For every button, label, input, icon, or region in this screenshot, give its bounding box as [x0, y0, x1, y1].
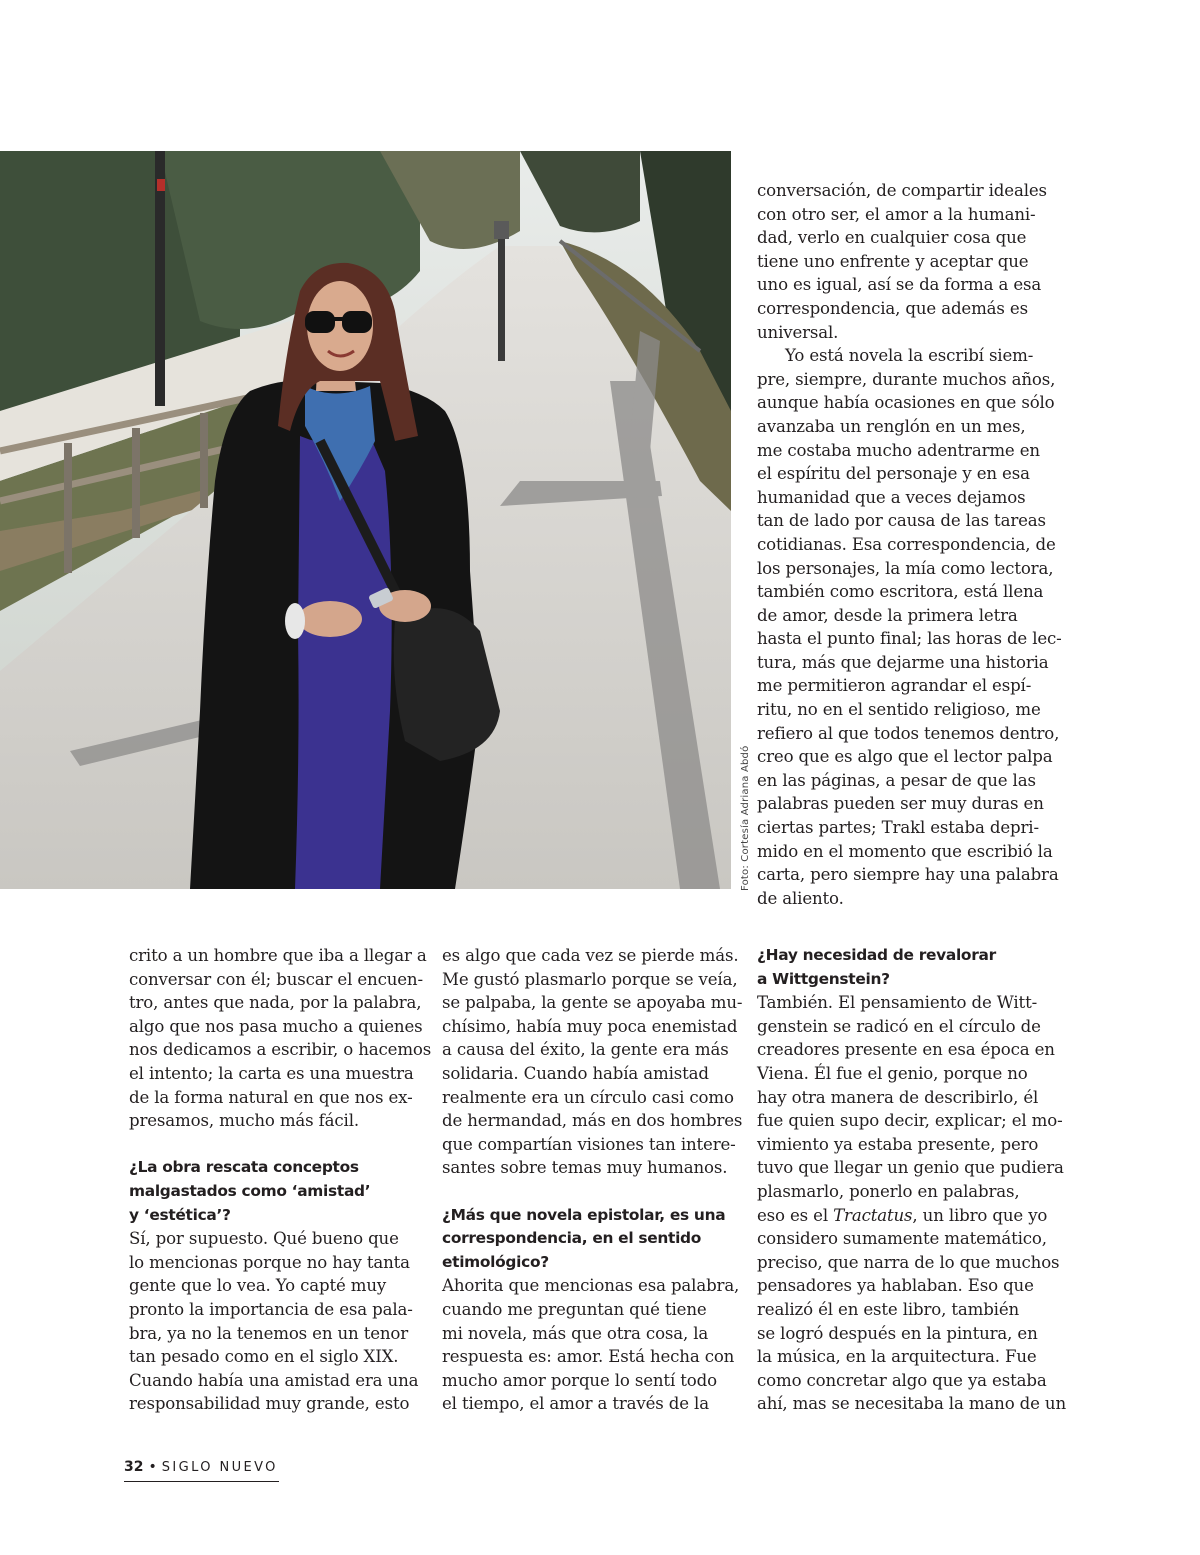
text-line: el intento; la carta es una muestra	[129, 1063, 414, 1083]
text-line	[757, 1204, 1057, 1228]
text-line: pronto la importancia de esa pala-	[129, 1299, 413, 1319]
text-line: con otro ser, el amor a la humani-	[757, 204, 1036, 224]
photo-credit: Foto: Cortesía Adriana Abdó	[740, 745, 751, 891]
text-line: pensadores ya hablaban. Eso que	[757, 1276, 1034, 1296]
text-line: ciertas partes; Trakl estaba depri-	[757, 818, 1039, 838]
text-line: pre, siempre, durante muchos años,	[757, 369, 1056, 389]
text-line: que compartían visiones tan intere-	[442, 1134, 736, 1154]
text-line: tura, más que dejarme una historia	[757, 652, 1049, 672]
question-line: ¿La obra rescata conceptos	[129, 1158, 359, 1177]
page-number: 32	[124, 1459, 144, 1475]
text-line: correspondencia, que además es	[757, 298, 1028, 318]
text-line: de aliento.	[757, 888, 844, 908]
paragraph-gap	[442, 1180, 732, 1204]
article-column-right-top	[757, 179, 1062, 910]
paragraph	[757, 179, 1057, 344]
text-line: se logró después en la pintura, en	[757, 1323, 1038, 1343]
text-line: ahí, mas se necesitaba la mano de un	[757, 1394, 1067, 1414]
text-line: Yo está novela la escribí siem-	[785, 346, 1034, 366]
paragraph	[129, 1227, 419, 1416]
text-line: realmente era un círculo casi como	[442, 1087, 734, 1107]
text-line: considero sumamente matemático,	[757, 1229, 1047, 1249]
text-line: de la forma natural en que nos ex-	[129, 1087, 413, 1107]
paragraph	[129, 944, 432, 1133]
page-footer	[124, 1459, 279, 1482]
text-line: santes sobre temas muy humanos.	[442, 1158, 728, 1178]
question-line: ¿Hay necesidad de revalorar	[757, 946, 996, 964]
text-line: hasta el punto final; las horas de lec-	[757, 629, 1062, 649]
text-line: es algo que cada vez se pierde más.	[442, 946, 739, 965]
text-line: tuvo que llegar un genio que pudiera	[757, 1158, 1064, 1178]
text-line: respuesta es: amor. Está hecha con	[442, 1347, 735, 1367]
text-line: universal.	[757, 322, 839, 342]
text-line: crito a un hombre que iba a llegar a	[129, 946, 427, 965]
paragraph	[757, 344, 1062, 910]
paragraph-gap	[129, 1133, 419, 1157]
text-line: hay otra manera de describirlo, él	[757, 1087, 1039, 1107]
text-line: bra, ya no la tenemos en un tenor	[129, 1323, 409, 1343]
text-line: vimiento ya estaba presente, pero	[757, 1134, 1039, 1154]
text-line: presamos, mucho más fácil.	[129, 1111, 359, 1131]
footer-separator: •	[148, 1459, 157, 1475]
portrait-photo	[0, 151, 731, 889]
magazine-name: SIGLO NUEVO	[161, 1460, 278, 1475]
text-line: algo que nos pasa mucho a quienes	[129, 1016, 423, 1036]
text-line: responsabilidad muy grande, esto	[129, 1394, 410, 1414]
text-line: creadores presente en esa época en	[757, 1040, 1055, 1060]
question-line: malgastados como ‘amistad’	[129, 1181, 371, 1200]
question-line: etimológico?	[442, 1252, 549, 1271]
book-title: Tractatus	[833, 1205, 913, 1225]
question-line: correspondencia, en el sentido	[442, 1229, 702, 1248]
text-line: me permitieron agrandar el espí-	[757, 676, 1032, 696]
article-column-1	[129, 944, 432, 1416]
text-line: dad, verlo en cualquier cosa que	[757, 228, 1027, 248]
text-line: humanidad que a veces dejamos	[757, 487, 1026, 507]
text-line: mi novela, más que otra cosa, la	[442, 1323, 709, 1343]
article-column-3	[757, 944, 1067, 1416]
text-line: fue quien supo decir, explicar; el mo-	[757, 1111, 1063, 1131]
text-line: También. El pensamiento de Witt-	[757, 993, 1038, 1013]
paragraph	[442, 1274, 740, 1416]
text-line: tiene uno enfrente y aceptar que	[757, 251, 1029, 271]
text-line: tan pesado como en el siglo XIX.	[129, 1347, 399, 1367]
text-line: los personajes, la mía como lectora,	[757, 558, 1054, 578]
text-line: gente que lo vea. Yo capté muy	[129, 1276, 387, 1296]
text-line: a causa del éxito, la gente era más	[442, 1040, 729, 1060]
text-line: refiero al que todos tenemos dentro,	[757, 723, 1060, 743]
text-line: tro, antes que nada, por la palabra,	[129, 993, 422, 1013]
text-line: creo que es algo que el lector palpa	[757, 747, 1053, 767]
text-line: avanzaba un renglón en un mes,	[757, 416, 1026, 436]
text-line: Cuando había una amistad era una	[129, 1370, 419, 1390]
question-line: y ‘estética’?	[129, 1205, 231, 1224]
text-line: Ahorita que mencionas esa palabra,	[442, 1276, 740, 1296]
text-line: mido en el momento que escribió la	[757, 841, 1053, 861]
text-line: plasmarlo, ponerlo en palabras,	[757, 1181, 1020, 1201]
text-line: palabras pueden ser muy duras en	[757, 794, 1044, 814]
text-line: el espíritu del personaje y en esa	[757, 464, 1030, 484]
text-line: Viena. Él fue el genio, porque no	[757, 1063, 1028, 1083]
text-line: preciso, que narra de lo que muchos	[757, 1252, 1060, 1272]
question-line: a Wittgenstein?	[757, 969, 890, 988]
text-line: cotidianas. Esa correspondencia, de	[757, 534, 1056, 554]
interview-question	[442, 1204, 732, 1275]
text-line: conversar con él; buscar el encuen-	[129, 969, 423, 989]
interview-question	[757, 944, 1057, 991]
text-line: realizó él en este libro, también	[757, 1299, 1020, 1319]
text-line: lo mencionas porque no hay tanta	[129, 1252, 410, 1272]
text-line: genstein se radicó en el círculo de	[757, 1016, 1041, 1036]
text-fragment: , un libro que yo	[912, 1205, 1048, 1225]
text-line: uno es igual, así se da forma a esa	[757, 275, 1042, 295]
text-line: mucho amor porque lo sentí todo	[442, 1370, 717, 1390]
text-line: chísimo, había muy poca enemistad	[442, 1016, 738, 1036]
text-line: tan de lado por causa de las tareas	[757, 511, 1046, 531]
text-line: aunque había ocasiones en que sólo	[757, 393, 1055, 413]
text-line: ritu, no en el sentido religioso, me	[757, 700, 1041, 720]
text-line: en las páginas, a pesar de que las	[757, 770, 1036, 790]
text-line: nos dedicamos a escribir, o hacemos	[129, 1040, 432, 1060]
photo-illustration	[0, 151, 731, 889]
paragraph	[757, 991, 1067, 1416]
interview-question	[129, 1156, 419, 1227]
text-line: el tiempo, el amor a través de la	[442, 1394, 709, 1414]
text-fragment: eso es el	[757, 1205, 834, 1225]
question-line: ¿Más que novela epistolar, es una	[442, 1205, 726, 1224]
text-line: como concretar algo que ya estaba	[757, 1370, 1047, 1390]
article-column-2	[442, 944, 743, 1416]
text-line: Sí, por supuesto. Qué bueno que	[129, 1229, 399, 1249]
text-line: también como escritora, está llena	[757, 582, 1044, 602]
text-line: solidaria. Cuando había amistad	[442, 1063, 709, 1083]
paragraph	[442, 944, 743, 1180]
text-line: de amor, desde la primera letra	[757, 605, 1018, 625]
text-line: carta, pero siempre hay una palabra	[757, 865, 1059, 885]
text-line: conversación, de compartir ideales	[757, 181, 1047, 200]
text-line: Me gustó plasmarlo porque se veía,	[442, 969, 738, 989]
text-line: se palpaba, la gente se apoyaba mu-	[442, 993, 743, 1013]
text-line: la música, en la arquitectura. Fue	[757, 1347, 1037, 1367]
text-line: me costaba mucho adentrarme en	[757, 440, 1040, 460]
text-line: de hermandad, más en dos hombres	[442, 1111, 743, 1131]
text-line: cuando me preguntan qué tiene	[442, 1299, 707, 1319]
